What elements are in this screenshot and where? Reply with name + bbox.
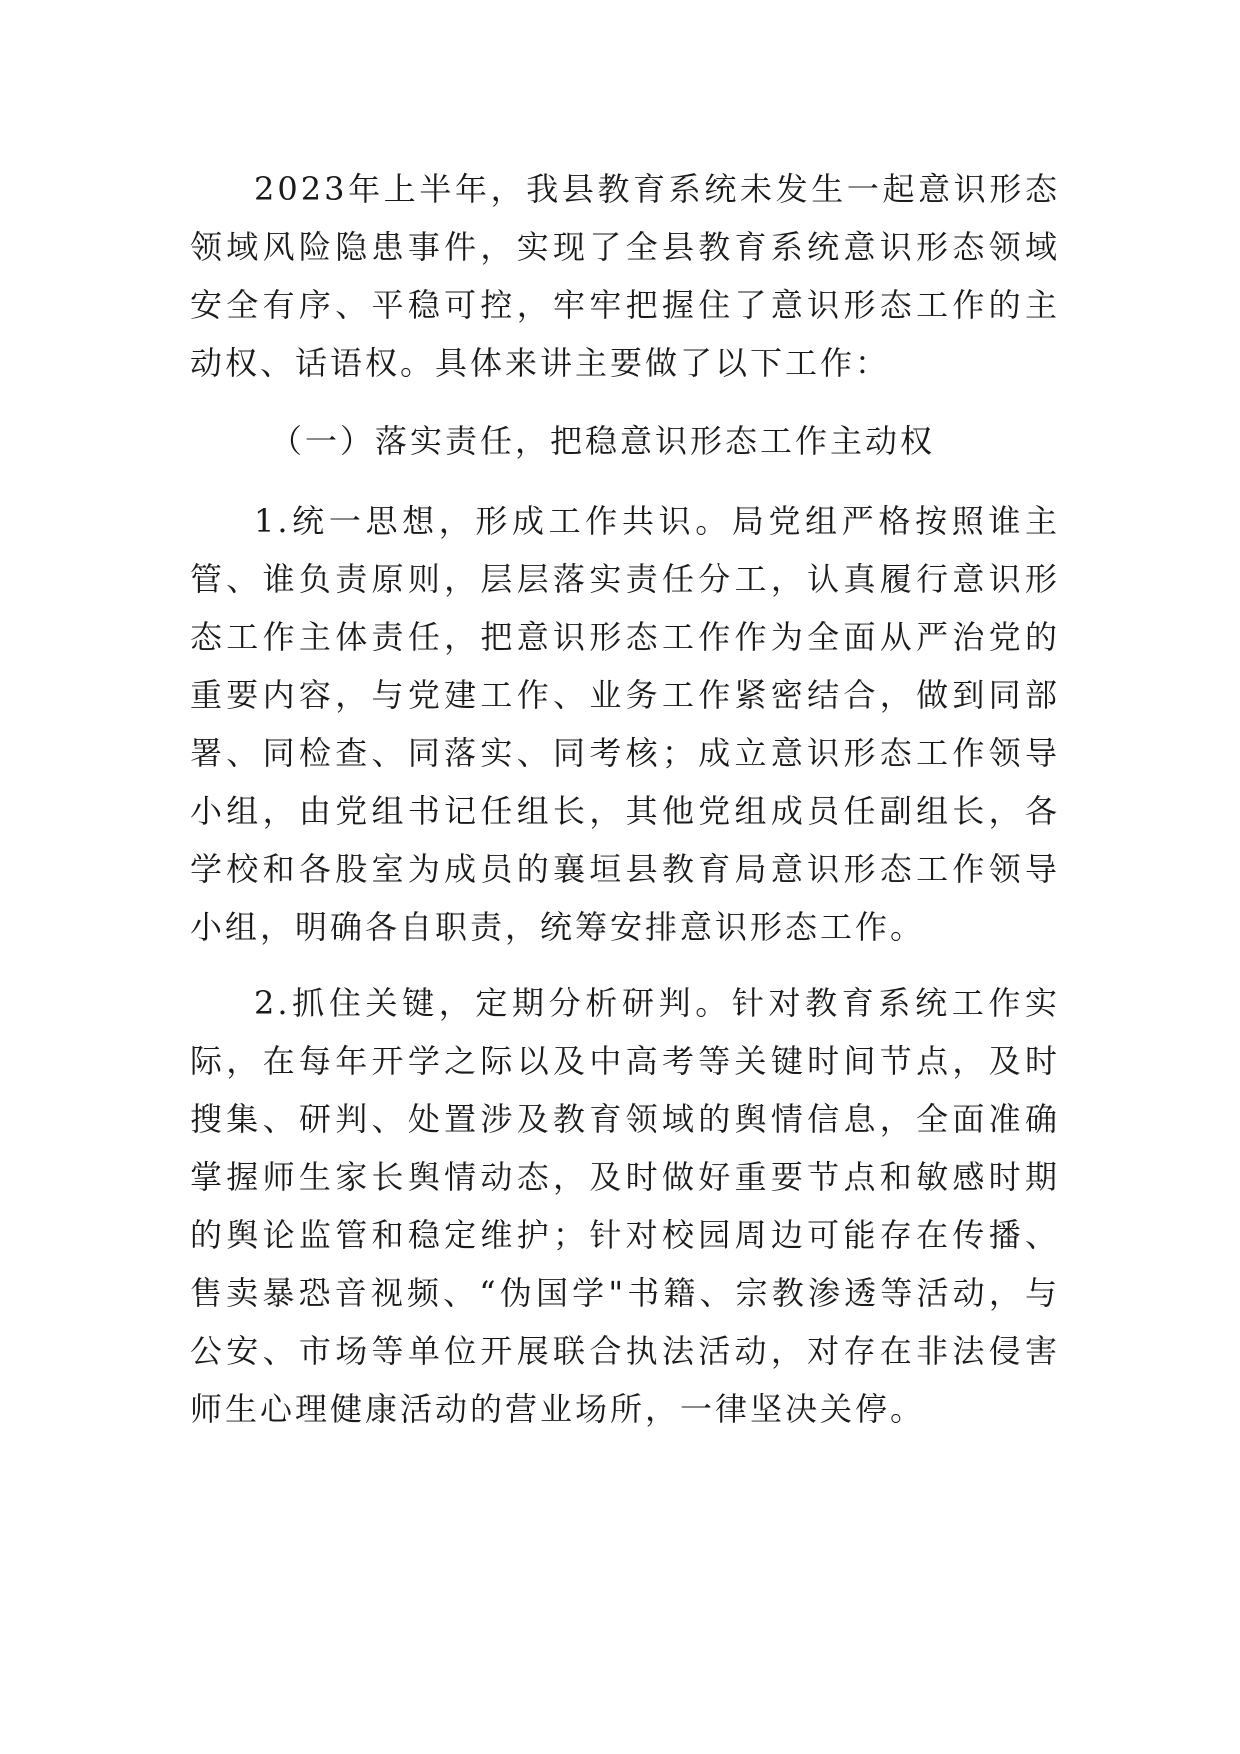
intro-paragraph: 2023年上半年，我县教育系统未发生一起意识形态领域风险隐患事件，实现了全县教育系统意识形态领域安全有序、平稳可控，牢牢把握住了意识形态工作的主动权、话语权。具体来讲主要做了以下工作： — [190, 170, 1060, 382]
item-paragraph-1: 1.统一思想，形成工作共识。局党组严格按照谁主管、谁负责原则，层层落实责任分工，认真履行意识形态工作主体责任，把意识形态工作作为全面从严治党的重要内容，与党建工作、业务工作紧密结合，做到同部署、同检查、同落实、同考核；成立意识形态工作领导小组，由党组书记任组长，其他党组成员任副组长，各学校和各股室为成员的襄垣县教育局意识形态工作领导小组，明确各自职责，统筹安排意识形态工作。 — [190, 502, 1060, 946]
section-heading: （一）落实责任，把稳意识形态工作主动权 — [270, 422, 936, 460]
document-body — [190, 160, 1060, 1456]
item-paragraph-2: 2.抓住关键，定期分析研判。针对教育系统工作实际，在每年开学之际以及中高考等关键时间节点，及时搜集、研判、处置涉及教育领域的舆情信息，全面准确掌握师生家长舆情动态，及时做好重要节点和敏感时期的舆论监管和稳定维护；针对校园周边可能存在传播、售卖暴恐音视频、“伪国学"书籍、宗教渗透等活动，与公安、市场等单位开展联合执法活动，对存在非法侵害师生心理健康活动的营业场所，一律坚决关停。 — [190, 984, 1060, 1428]
